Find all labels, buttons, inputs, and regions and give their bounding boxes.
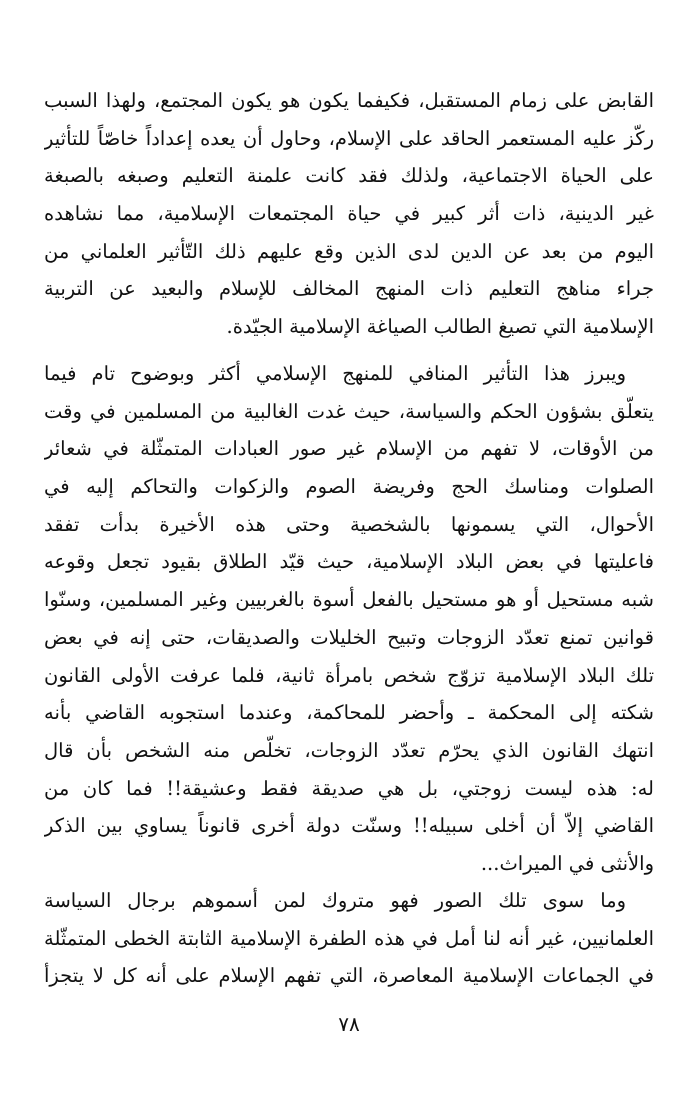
text-line: القابض على زمام المستقبل، فكيفما يكون هو يكون المجتمع، ولهذا السبب [44,89,654,112]
text-line: له: هذه ليست زوجتي، بل هي صديقة فقط وعشيقة!! فما كان من [44,776,654,800]
text-line: ركّز عليه المستعمر الحاقد على الإسلام، وحاول أن يعده إعداداً خاصّاً للتأثير [44,126,654,150]
paragraph-3 [44,882,654,995]
text-line: وما سوى تلك الصور فهو متروك لمن أسموهم برجال السياسة [44,889,626,912]
text-line: والأنثى في الميراث... [480,851,654,875]
text-line: من الأوقات، لا تفهم من الإسلام غير صور العبادات المتمثّلة في شعائر [44,437,654,461]
text-line: انتهك القانون الذي يحرّم تعدّد الزوجات، تخلّص منه الشخص بأن قال [44,738,654,762]
text-line: العلمانيين، غير أنه لنا أمل في هذه الطفرة الإسلامية الثابتة الخطى المتمثّلة [44,926,654,950]
text-line: على الحياة الاجتماعية، ولذلك فقد كانت علمنة التعليم وصبغه بالصبغة [44,164,654,188]
text-line: ويبرز هذا التأثير المنافي للمنهج الإسلامي أكثر وبوضوح تام فيما [44,362,626,385]
text-line: شكته إلى المحكمة ـ وأحضر للمحاكمة، وعندما استجوبه القاضي بأنه [44,701,654,725]
text-line: يتعلّق بشؤون الحكم والسياسة، حيث غدت الغالبية من المسلمين في وقت [44,399,654,423]
text-line: في الجماعات الإسلامية المعاصرة، التي تفهم الإسلام على أنه كل لا يتجزأ [44,964,654,988]
text-line: غير الدينية، ذات أثر كبير في حياة المجتمعات الإسلامية، مما نشاهده [44,202,654,226]
text-line: فاعليتها في بعض البلاد الإسلامية، حيث قيّد الطلاق بقيود تجعل وقوعه [44,550,654,574]
text-line: الأحوال، التي يسمونها بالشخصية وحتى هذه الأخيرة بدأت تفقد [44,512,654,536]
text-line: قوانين تمنع تعدّد الزوجات وتبيح الخليلات والصديقات، حتى إنه في بعض [44,625,654,649]
paragraph-2 [44,355,654,883]
text-line: الصلوات ومناسك الحج وفريضة الصوم والزكوات والتحاكم إليه في [44,475,654,499]
text-line: اليوم من بعد عن الدين لدى الذين وقع عليهم ذلك التّأثير العلماني من [44,239,654,263]
text-line: القاضي إلاّ أن أخلى سبيله!! وسنّت دولة أخرى قانوناً يساوي بين الذكر [44,814,654,838]
paragraph-1 [44,82,654,346]
text-line: جراء مناهج التعليم ذات المنهج المخالف للإسلام والبعيد عن التربية [44,277,654,301]
text-line: شبه مستحيل أو هو مستحيل بالفعل أسوة بالغربيين وغير المسلمين، وسنّوا [44,588,654,612]
text-line: تلك البلاد الإسلامية تزوّج شخص بامرأة ثانية، فلما عرفت الأولى القانون [44,663,654,687]
text-line: الإسلامية التي تصيغ الطالب الصياغة الإسلامية الجيّدة. [226,315,654,339]
page-number: ٧٨ [338,1012,360,1036]
